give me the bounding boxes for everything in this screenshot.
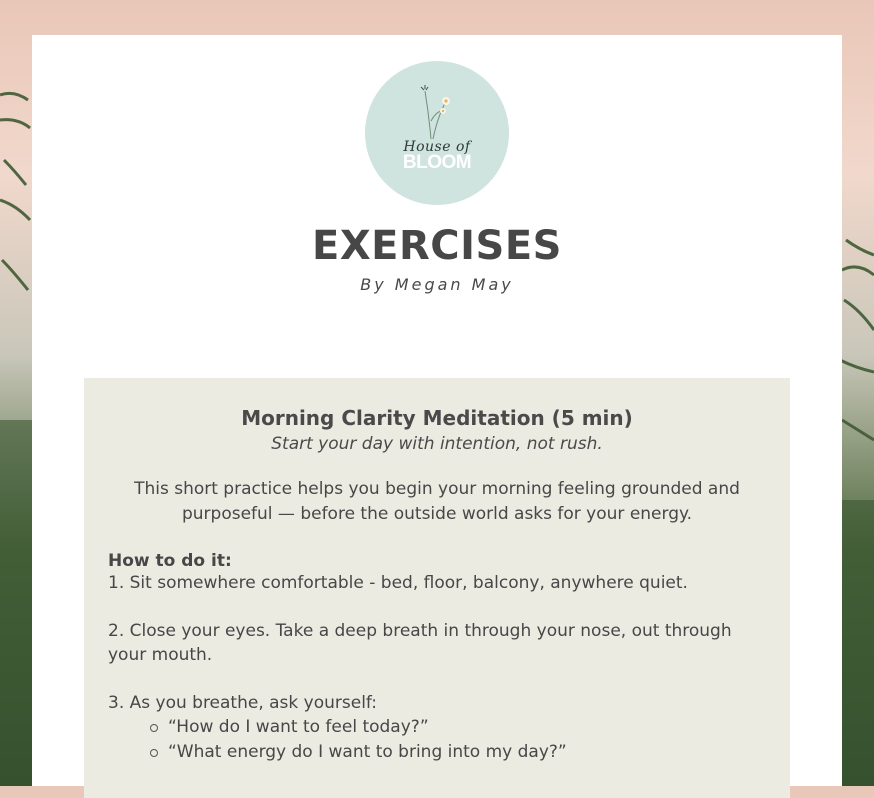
- step-item: 1. Sit somewhere comfortable - bed, floor, balcony, anywhere quiet.: [108, 573, 688, 593]
- content-card: [32, 35, 842, 786]
- question-item: “How do I want to feel today?”: [150, 715, 766, 740]
- reflection-questions: [108, 715, 766, 765]
- logo-wordmark: BLOOM: [402, 152, 472, 173]
- exercise-section: [84, 378, 790, 798]
- step-item: 3. As you breathe, ask yourself:: [108, 693, 378, 713]
- house-of-bloom-logo: [365, 61, 509, 205]
- exercise-intro: This short practice helps you begin your morning feeling grounded and purposeful — before the outside world asks for your energy.: [134, 479, 740, 524]
- logo-script-text: House of: [403, 139, 471, 155]
- step-item: 2. Close your eyes. Take a deep breath in through your nose, out through your mouth.: [108, 621, 732, 665]
- flower-icon: [365, 61, 509, 205]
- exercise-title: Morning Clarity Meditation (5 min): [241, 406, 633, 430]
- howto-label: How to do it:: [108, 551, 232, 571]
- question-item: “What energy do I want to bring into my day?”: [150, 740, 766, 765]
- author-byline: By Megan May: [360, 275, 514, 294]
- exercise-subtitle: Start your day with intention, not rush.: [271, 434, 603, 454]
- page-title: EXERCISES: [312, 223, 562, 269]
